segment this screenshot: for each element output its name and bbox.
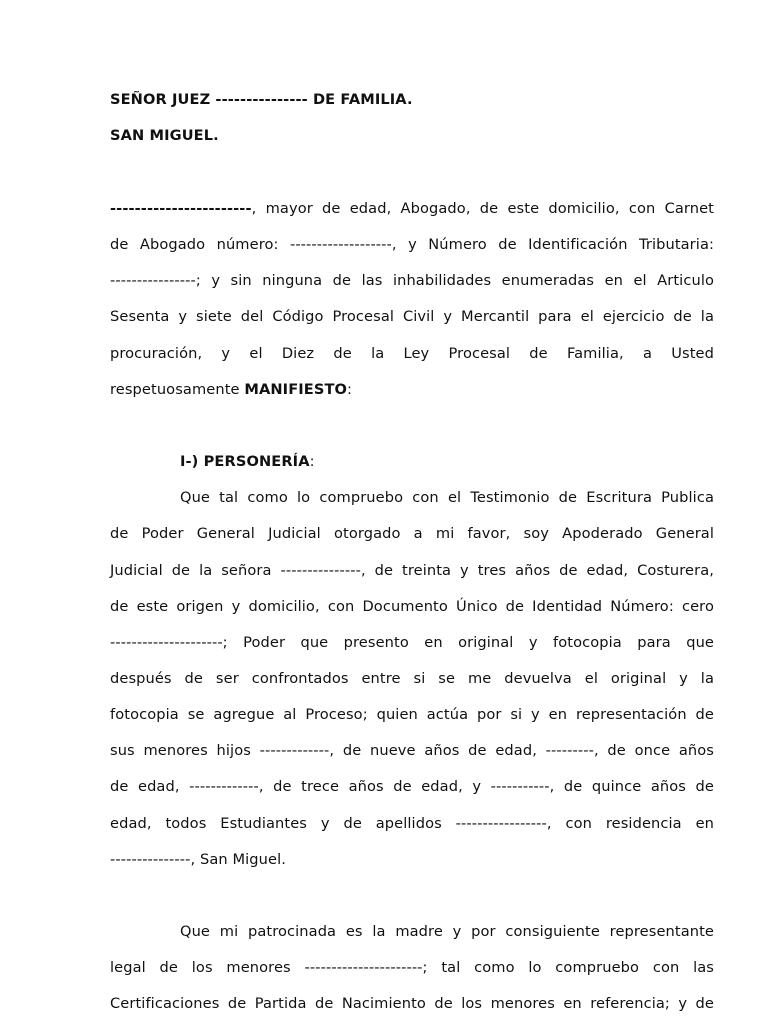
p1-line-11: ---------------, San Miguel. (110, 851, 286, 868)
intro-line-4: Sesenta y siete del Código Procesal Civil y Mercantil para el ejercicio de la (110, 308, 714, 325)
intro-line-3: ----------------; y sin ninguna de las inhabilidades enumeradas en el Articulo (110, 272, 714, 289)
intro-line-1-text: , mayor de edad, Abogado, de este domicilio, con Carnet (251, 200, 714, 217)
intro-line-6-tail: : (347, 381, 353, 398)
intro-line-1 (110, 199, 714, 219)
p2-line-3: Certificaciones de Partida de Nacimiento de los menores en referencia; y de (110, 995, 714, 1012)
p1-line-3: Judicial de la señora ---------------, de treinta y tres años de edad, Costurera, (110, 562, 714, 579)
p1-line-6: después de ser confrontados entre si se me devuelva el original y la (110, 670, 714, 687)
p1-line-5: ---------------------; Poder que presento en original y fotocopia para que (110, 634, 714, 651)
p1-line-2: de Poder General Judicial otorgado a mi favor, soy Apoderado General (110, 525, 714, 542)
attorney-name-blank: ----------------------- (110, 200, 252, 217)
p1-line-8: sus menores hijos -------------, de nueve años de edad, ---------, de once años (110, 742, 714, 759)
p2-line-2: legal de los menores ----------------------; tal como lo compruebo con las (110, 959, 714, 976)
intro-line-6-text: respetuosamente (110, 381, 245, 398)
p1-line-4: de este origen y domicilio, con Documento Único de Identidad Número: cero (110, 598, 714, 615)
p2-line-1: Que mi patrocinada es la madre y por consiguiente representante (180, 923, 714, 940)
manifiesto-word: MANIFIESTO (244, 381, 348, 398)
p1-line-10: edad, todos Estudiantes y de apellidos -----------------, con residencia en (110, 815, 714, 832)
intro-line-2: de Abogado número: -------------------, y Número de Identificación Tributaria: (110, 236, 714, 253)
addressee-line: SEÑOR JUEZ --------------- DE FAMILIA. (110, 91, 413, 108)
city-line: SAN MIGUEL. (110, 127, 219, 144)
p1-line-7: fotocopia se agregue al Proceso; quien actúa por si y en representación de (110, 706, 714, 723)
p1-line-1: Que tal como lo compruebo con el Testimonio de Escritura Publica (180, 489, 714, 506)
intro-line-6 (110, 380, 352, 400)
section-title-text: I-) PERSONERÍA (180, 453, 310, 470)
section-title (180, 452, 315, 472)
p1-line-9: de edad, -------------, de trece años de edad, y -----------, de quince años de (110, 778, 714, 795)
section-title-tail: : (309, 453, 315, 470)
intro-line-5: procuración, y el Diez de la Ley Procesal de Familia, a Usted (110, 345, 714, 362)
